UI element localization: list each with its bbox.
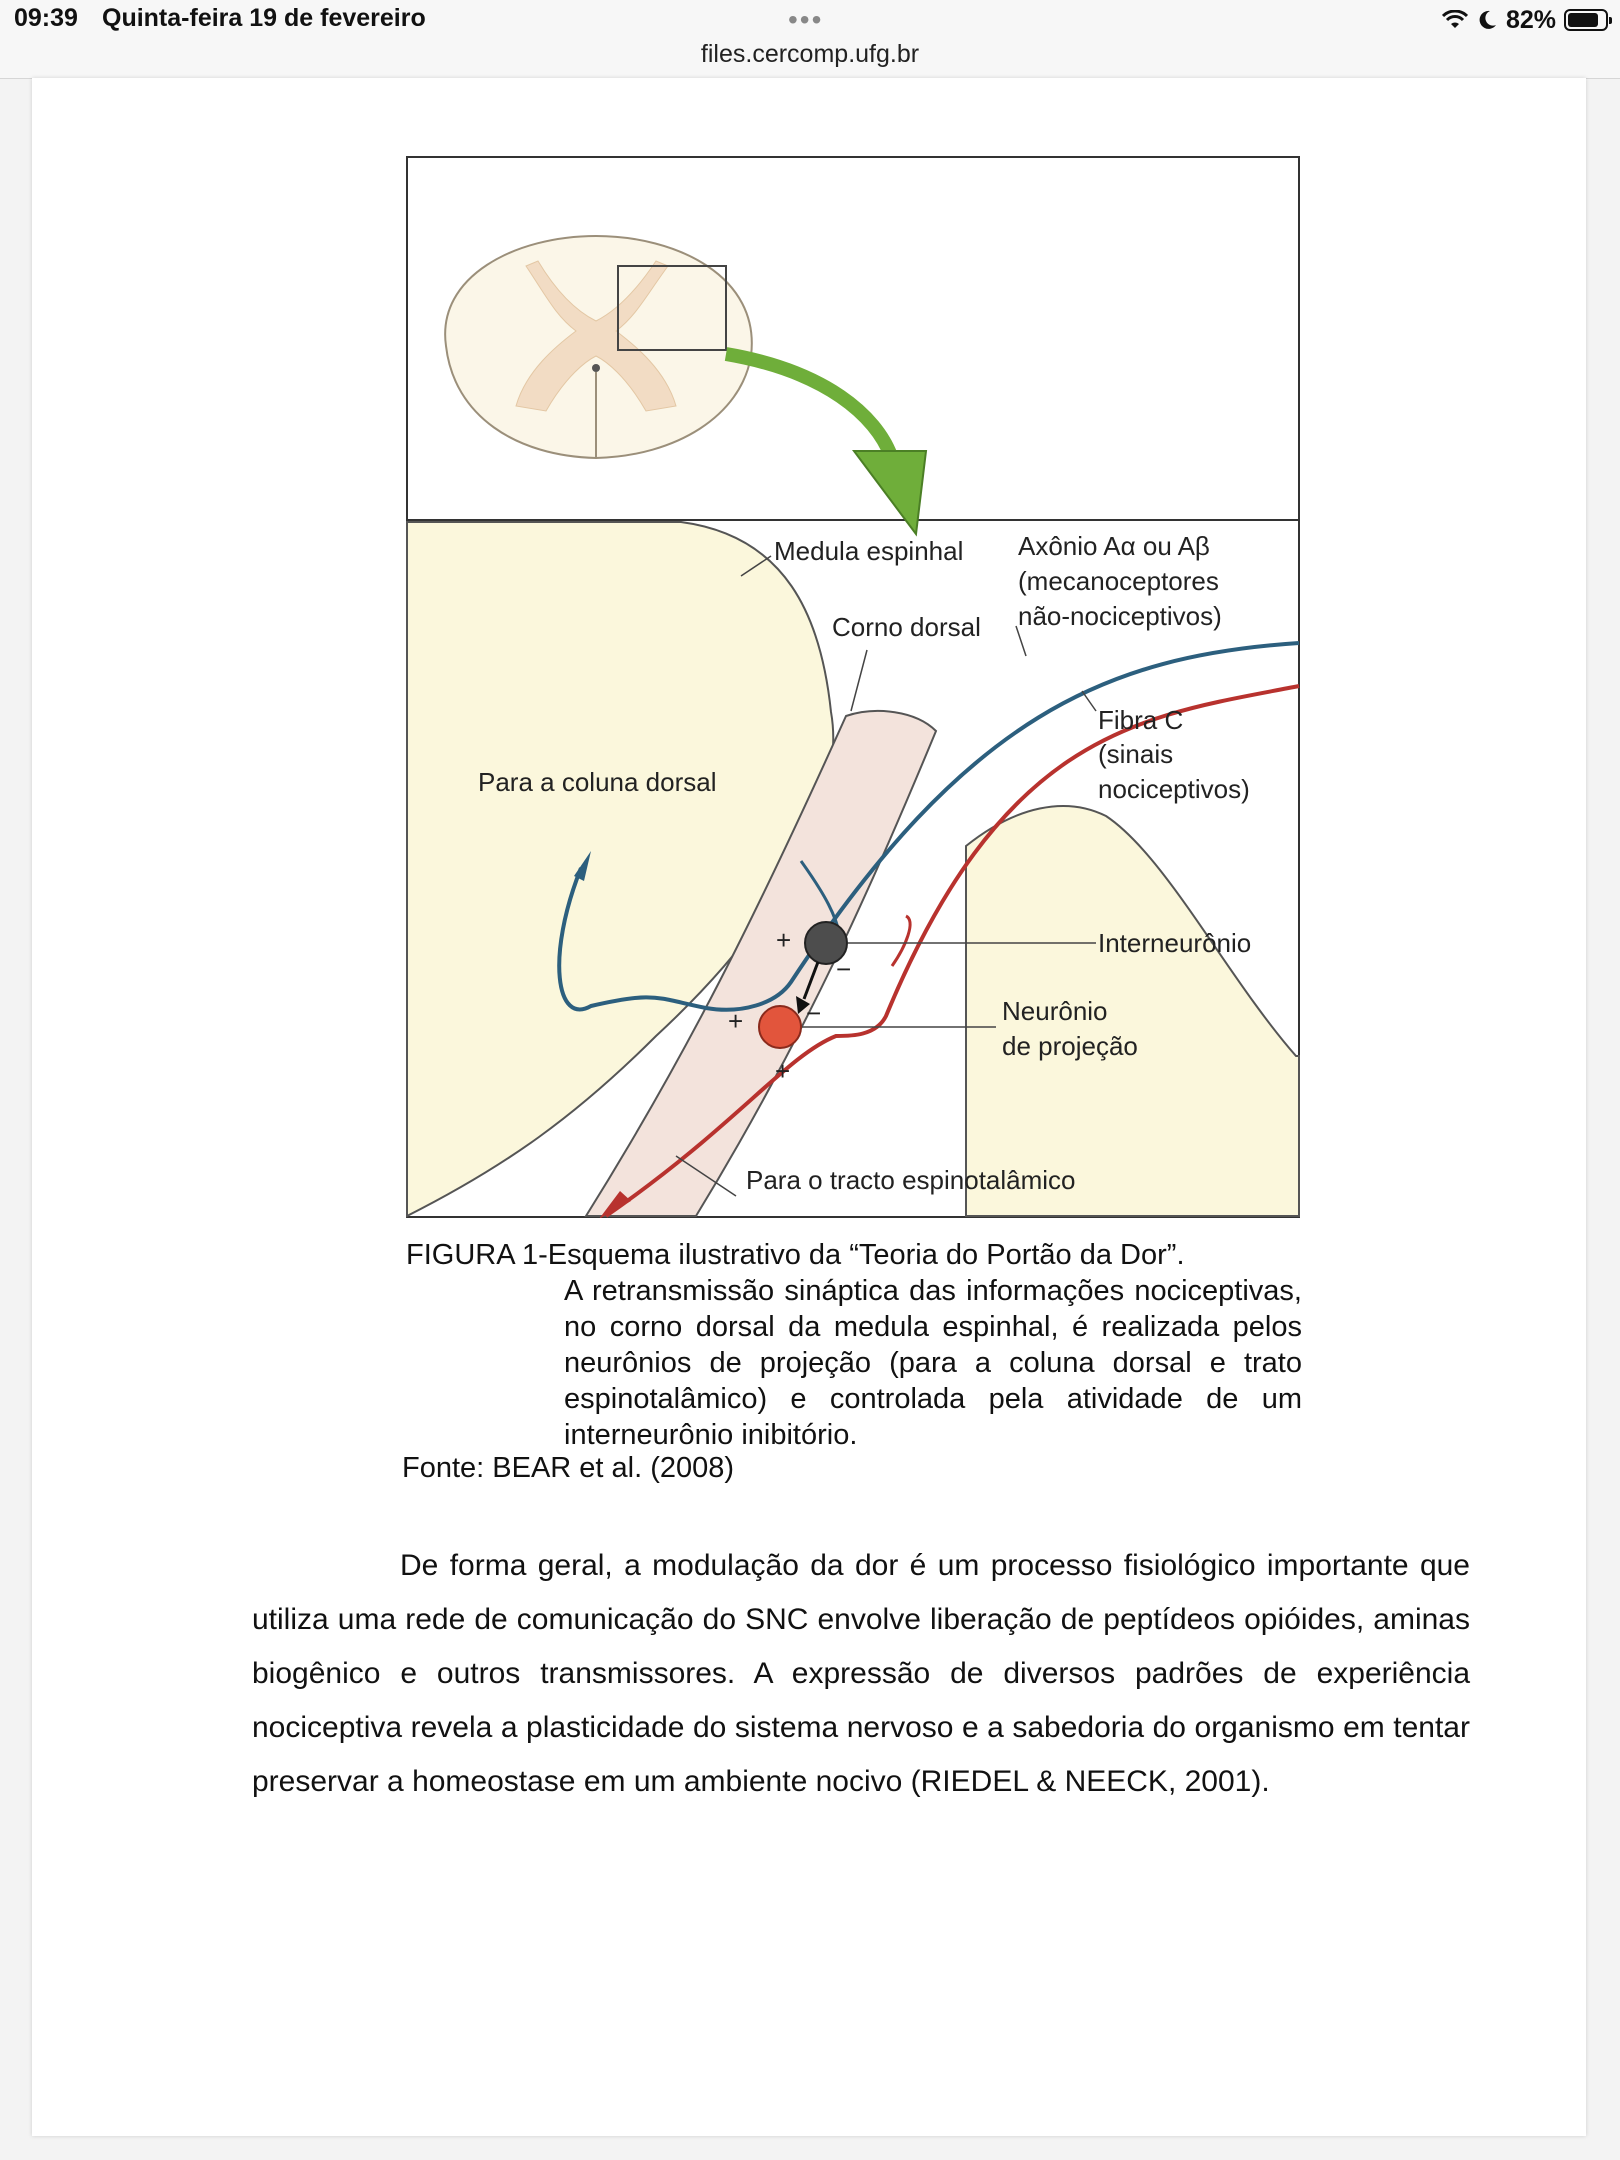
- label-coluna: Para a coluna dorsal: [478, 767, 717, 797]
- label-medula: Medula espinhal: [774, 536, 964, 566]
- figure-caption: [406, 1237, 1302, 1453]
- battery-level: [1568, 13, 1598, 27]
- caption-title: FIGURA 1-Esquema ilustrativo da “Teoria do Portão da Dor”.: [406, 1239, 1185, 1271]
- label-axonio-3: não-nociceptivos): [1018, 601, 1222, 631]
- plus-sign-1: +: [776, 925, 792, 955]
- status-indicators: [1442, 3, 1608, 37]
- label-fibra-3: nociceptivos): [1098, 774, 1250, 804]
- label-axonio-2: (mecanoceptores: [1018, 566, 1219, 596]
- document-page: [32, 78, 1586, 2136]
- label-corno: Corno dorsal: [832, 612, 981, 642]
- label-fibra-1: Fibra C: [1098, 705, 1184, 735]
- gate-control-figure: [406, 156, 1300, 1218]
- multitasking-dots-icon[interactable]: •••: [788, 4, 824, 35]
- minus-sign-1: −: [836, 954, 852, 984]
- spinal-cord-cross-section: [445, 236, 752, 458]
- figure-source: Fonte: BEAR et al. (2008): [402, 1452, 735, 1484]
- moon-icon: [1476, 9, 1498, 31]
- projection-neuron-cell: [759, 1006, 801, 1048]
- plus-sign-2: +: [728, 1006, 744, 1036]
- body-paragraph: [252, 1539, 1470, 1809]
- caption-body: A retransmissão sináptica das informações nociceptivas, no corno dorsal da medula espinhal, é realizada pelos neurônios de projeção (para a coluna dorsal e trato espinotalâmico) e controlada pela atividade de um interneurônio inibitório.: [564, 1275, 1302, 1451]
- battery-percent: 82%: [1505, 5, 1556, 34]
- label-neuronio-2: de projeção: [1002, 1031, 1138, 1061]
- paragraph-text: De forma geral, a modulação da dor é um processo fisiológico importante que utiliza uma rede de comunicação do SNC envolve liberação de peptídeos opióides, aminas biogênico e outros transmissores. A expressão de diversos padrões de experiência nociceptiva revela a plasticidade do sistema nervoso e a sabedoria do organismo em tentar preservar a homeostase em um ambiente nocivo (RIEDEL & NEECK, 2001).: [252, 1549, 1470, 1798]
- label-axonio-1: Axônio Aα ou Aβ: [1018, 531, 1210, 561]
- label-interneuronio: Interneurônio: [1098, 928, 1252, 958]
- date-label: Quinta-feira 19 de fevereiro: [102, 4, 426, 32]
- minus-sign-2: −: [806, 998, 822, 1028]
- status-bar: [0, 0, 1620, 79]
- clock: 09:39: [14, 4, 78, 32]
- url-bar[interactable]: files.cercomp.ufg.br: [700, 40, 920, 68]
- battery-icon: [1564, 9, 1608, 31]
- label-tracto: Para o tracto espinotalâmico: [746, 1165, 1076, 1195]
- wifi-icon: [1442, 10, 1468, 30]
- label-fibra-2: (sinais: [1098, 739, 1174, 769]
- plus-sign-3: +: [775, 1056, 791, 1086]
- label-neuronio-1: Neurônio: [1002, 996, 1108, 1026]
